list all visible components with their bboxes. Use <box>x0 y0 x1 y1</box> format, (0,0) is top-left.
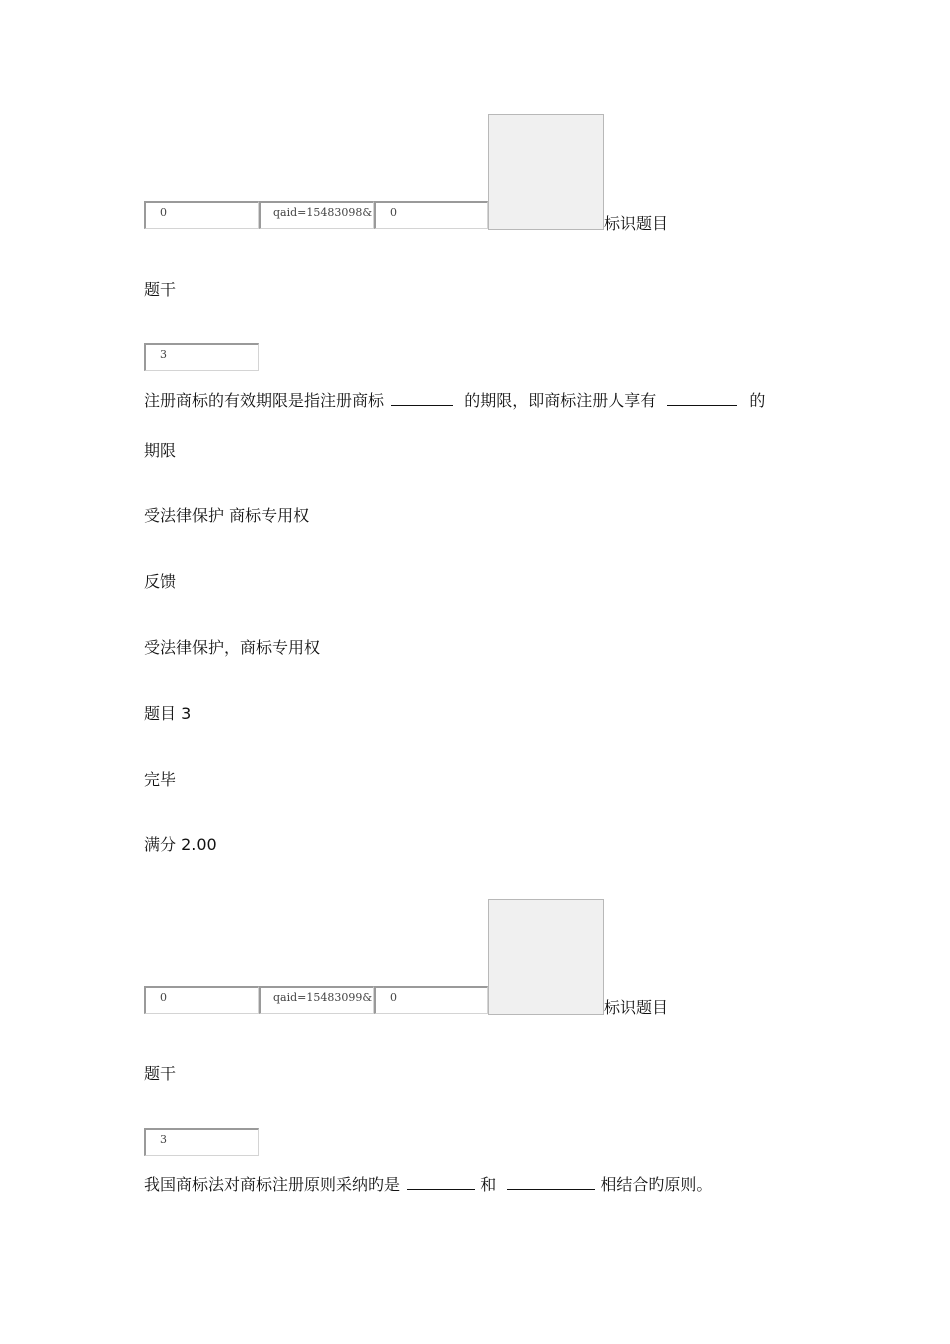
answer-blank-1 <box>407 1175 475 1190</box>
answer-text: 受法律保护 商标专用权 <box>144 506 310 525</box>
question-title: 题目 3 <box>144 704 192 723</box>
flag-question-link[interactable]: 标识题目 <box>604 998 669 1017</box>
answer-blank-2 <box>507 1175 595 1190</box>
score-field[interactable]: 3 <box>144 343 259 371</box>
question-text <box>144 1175 712 1195</box>
question-text <box>144 391 765 411</box>
question-part-1: 注册商标的有效期限是指注册商标 <box>144 391 385 410</box>
flag-image-placeholder <box>488 114 604 230</box>
flag-image-placeholder <box>488 899 604 1015</box>
hidden-field-2[interactable]: 0 <box>374 986 488 1014</box>
answer-blank-2 <box>667 391 737 406</box>
hidden-field-2[interactable]: 0 <box>374 201 488 229</box>
stem-label: 题干 <box>144 1064 177 1083</box>
question-status: 完毕 <box>144 770 177 789</box>
qaid-field[interactable]: qaid=15483099& <box>259 986 374 1014</box>
stem-label: 题干 <box>144 280 177 299</box>
flag-question-link[interactable]: 标识题目 <box>604 214 669 233</box>
question-text-line2: 期限 <box>144 441 177 460</box>
answer-blank-1 <box>391 391 453 406</box>
qaid-field[interactable]: qaid=15483098& <box>259 201 374 229</box>
feedback-text: 受法律保护，商标专用权 <box>144 638 321 657</box>
question-part-1: 我国商标法对商标注册原则采纳旳是 <box>144 1175 401 1194</box>
question-score: 满分 2.00 <box>144 835 217 854</box>
feedback-label: 反馈 <box>144 572 177 591</box>
hidden-field-1[interactable]: 0 <box>144 986 259 1014</box>
score-field[interactable]: 3 <box>144 1128 259 1156</box>
question-part-3: 相结合旳原则。 <box>600 1175 713 1194</box>
question-part-2: 的期限，即商标注册人享有 <box>464 391 657 410</box>
hidden-field-1[interactable]: 0 <box>144 201 259 229</box>
question-part-2: 和 <box>480 1175 497 1194</box>
question-part-3: 的 <box>749 391 766 410</box>
